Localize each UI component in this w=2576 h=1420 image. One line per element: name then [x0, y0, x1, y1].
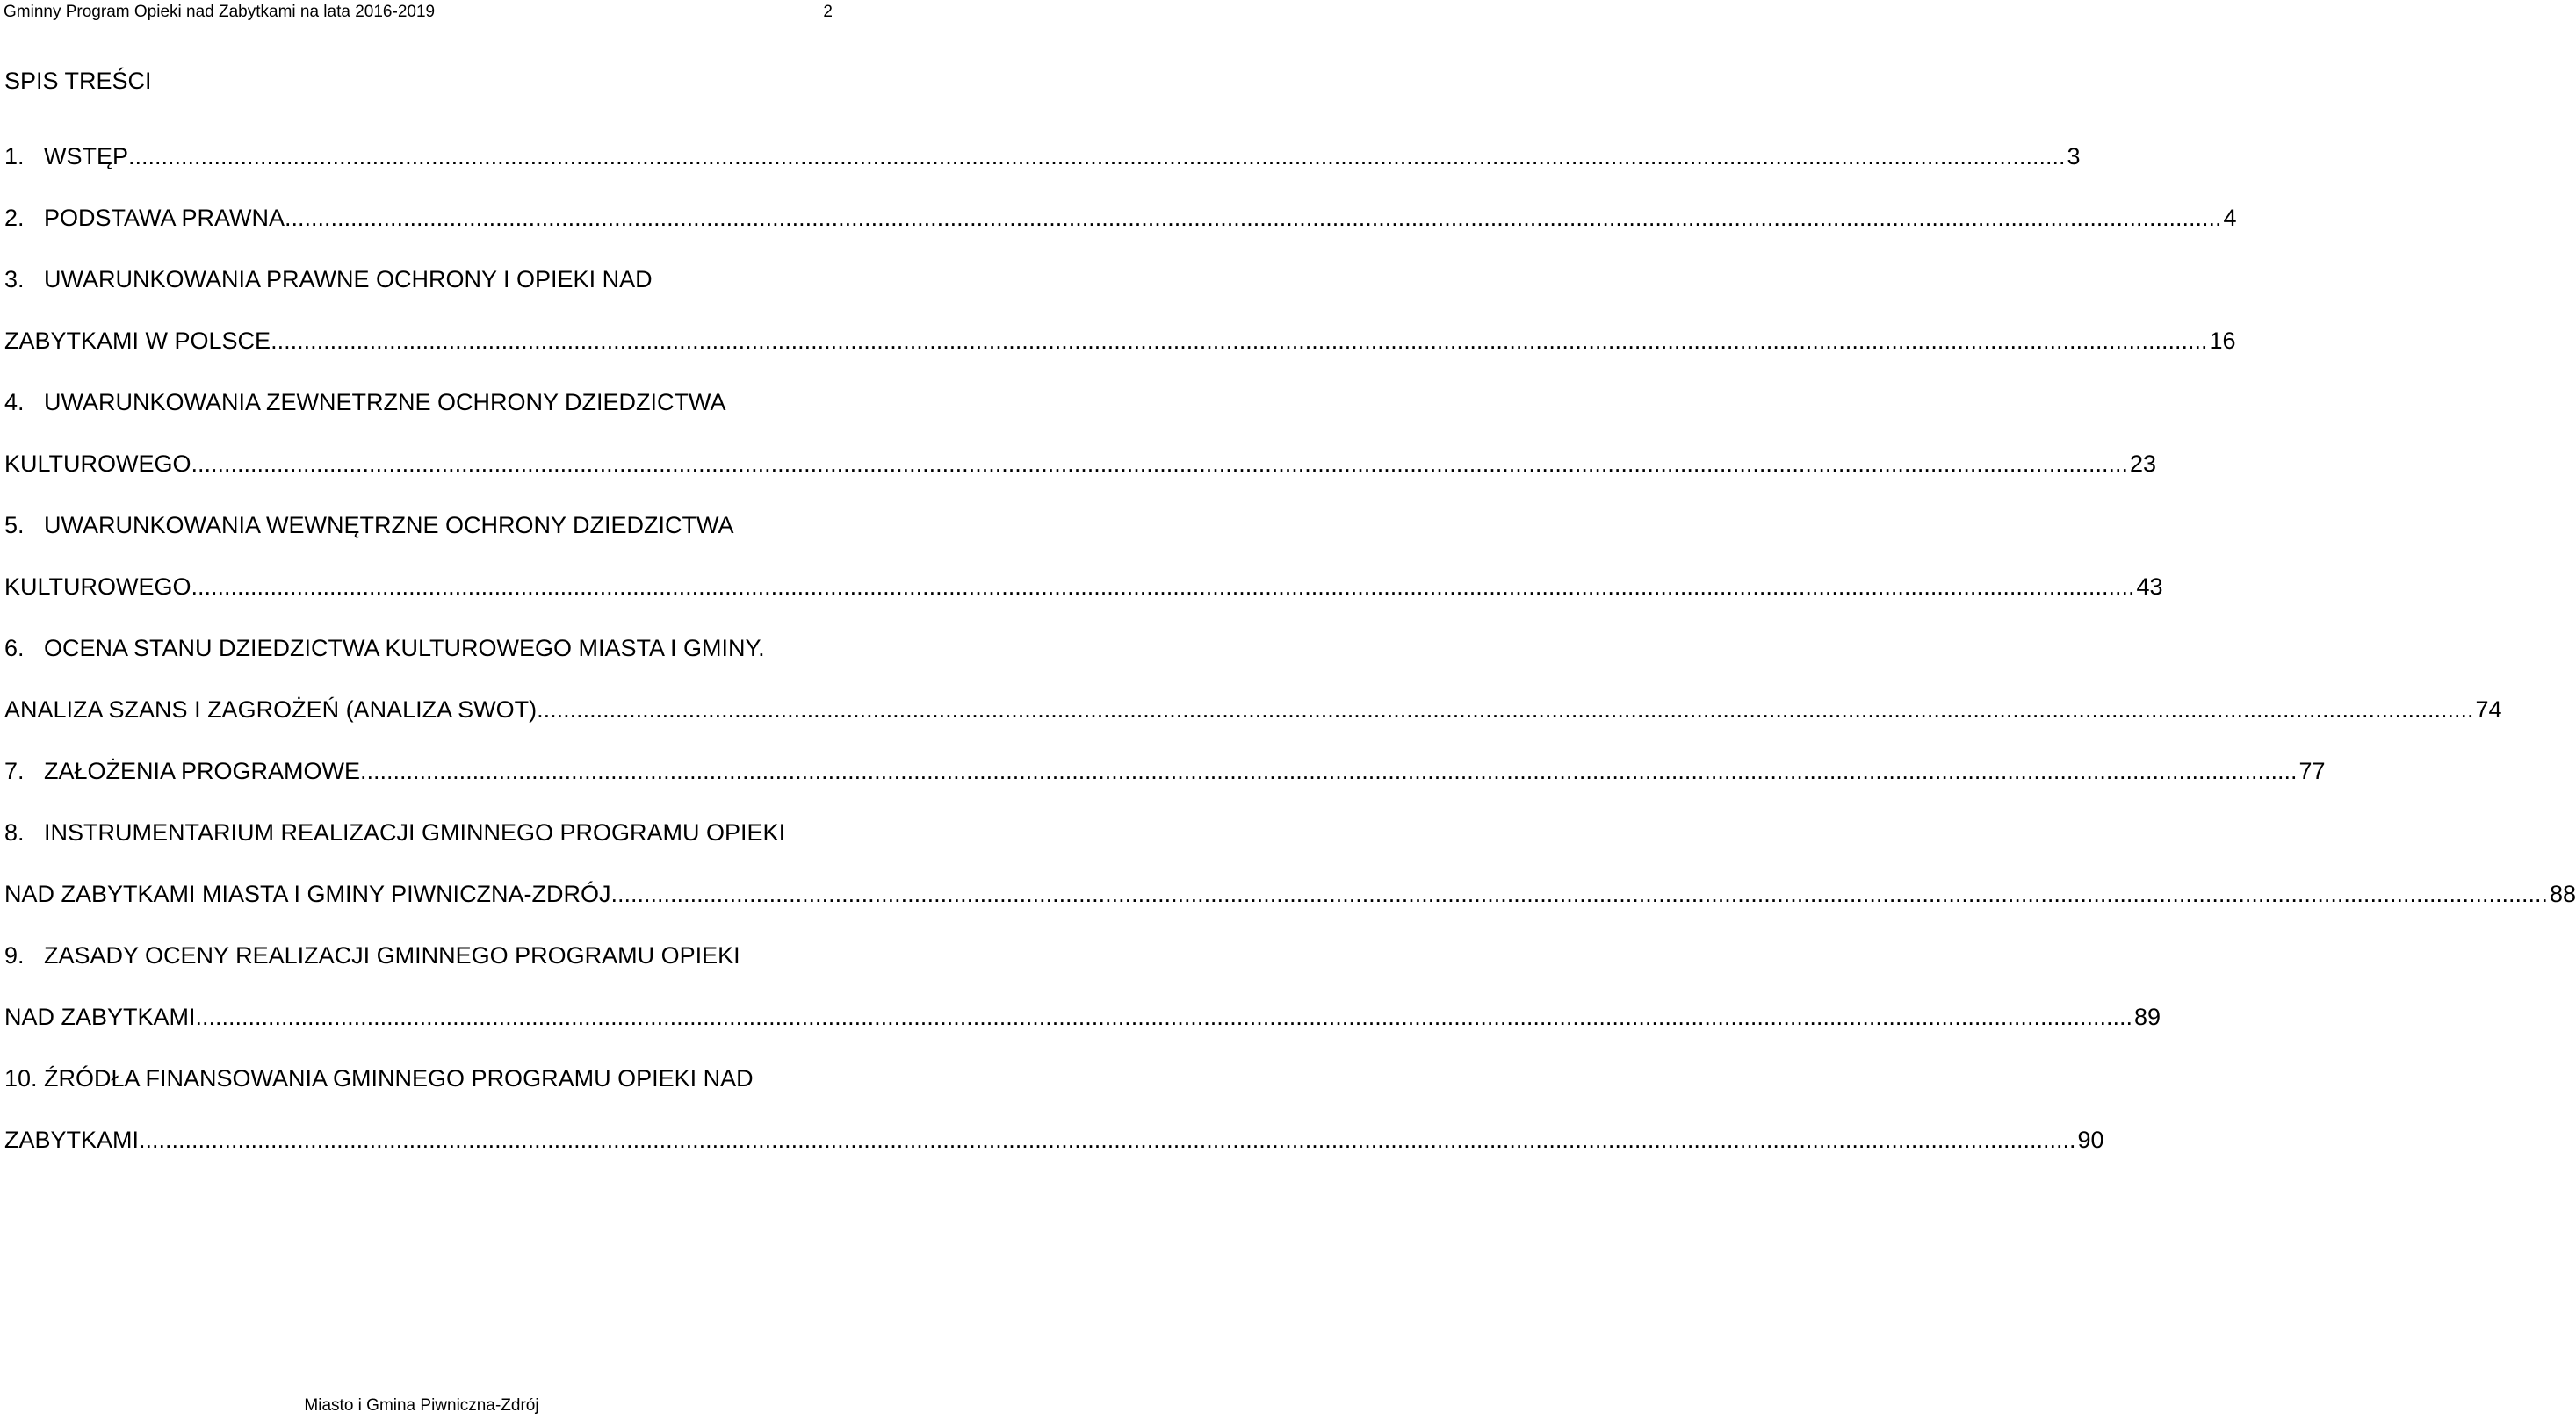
toc-entry-page: 89	[2133, 1004, 2161, 1030]
toc-dot-leader	[537, 679, 2473, 740]
toc-heading: SPIS TREŚCI	[4, 68, 152, 94]
toc-entry[interactable]	[4, 126, 2081, 187]
toc-entry[interactable]	[4, 494, 2163, 617]
toc-dot-leader	[271, 310, 2207, 371]
toc-entry-line	[4, 863, 2576, 925]
toc-entry-title: ZABYTKAMI W POLSCE	[4, 328, 271, 354]
toc-entry-page: 74	[2475, 696, 2502, 723]
toc-entry-line	[4, 802, 839, 863]
toc-entry-line	[4, 371, 839, 433]
toc-dot-leader	[139, 1109, 2075, 1171]
toc-entry-number: 10.	[4, 1065, 38, 1092]
toc-entry-title: ZAŁOŻENIA PROGRAMOWE	[44, 758, 361, 784]
toc-entry-page: 3	[2067, 143, 2081, 169]
toc-entry[interactable]	[4, 249, 2236, 371]
toc-entry-number: 3.	[4, 266, 25, 292]
running-header	[4, 2, 836, 25]
toc-entry-line	[4, 679, 2502, 740]
toc-entry-line	[4, 494, 839, 556]
toc-entry-page: 88	[2549, 881, 2576, 907]
toc-entry-line	[4, 740, 2326, 802]
toc-entry-line	[4, 1048, 839, 1109]
header-title: Gminny Program Opieki nad Zabytkami na lata 2016-2019	[4, 3, 436, 21]
toc-entry-line	[4, 556, 2163, 617]
toc-entry-title: ZABYTKAMI	[4, 1127, 140, 1153]
toc-entry[interactable]	[4, 802, 2576, 925]
toc-entry-number: 5.	[4, 512, 25, 538]
toc-entry-title: WSTĘP	[44, 143, 129, 169]
toc-entry-page: 90	[2077, 1127, 2104, 1153]
toc-entry-line	[4, 1109, 2104, 1171]
toc-entry-title: NAD ZABYTKAMI	[4, 1004, 196, 1030]
toc-entry-number: 9.	[4, 942, 25, 969]
toc-entry-title: NAD ZABYTKAMI MIASTA I GMINY PIWNICZNA-ZDRÓJ	[4, 881, 611, 907]
toc-entry-line	[4, 617, 839, 679]
toc-dot-leader	[611, 863, 2548, 925]
toc-entry-number: 6.	[4, 635, 25, 661]
toc-entry-number: 4.	[4, 389, 25, 415]
toc-dot-leader	[198, 556, 2134, 617]
toc-dot-leader	[285, 187, 2221, 249]
toc-entry-page: 43	[2136, 573, 2163, 600]
header-page-number: 2	[823, 3, 833, 21]
toc-entry-title: UWARUNKOWANIA WEWNĘTRZNE OCHRONY DZIEDZICTWA	[44, 512, 734, 538]
toc-entry-title: UWARUNKOWANIA ZEWNETRZNE OCHRONY DZIEDZICTWA	[44, 389, 726, 415]
toc-entry[interactable]	[4, 1048, 2104, 1171]
toc-entry-line	[4, 986, 2161, 1048]
toc-entry-page: 77	[2298, 758, 2326, 784]
toc-dot-leader	[360, 740, 2297, 802]
toc-entry-line	[4, 310, 2236, 371]
toc-entry-title: INSTRUMENTARIUM REALIZACJI GMINNEGO PROGRAMU OPIEKI	[44, 819, 786, 846]
toc-entry-number: 7.	[4, 758, 25, 784]
toc-entry-title: PODSTAWA PRAWNA	[44, 205, 285, 231]
page-footer: Miasto i Gmina Piwniczna-Zdrój	[304, 1396, 539, 1415]
toc-entry-line	[4, 433, 2156, 494]
toc-entry-page: 16	[2209, 328, 2236, 354]
toc-entry-number: 2.	[4, 205, 25, 231]
toc-entry[interactable]	[4, 617, 2502, 740]
toc-dot-leader	[191, 433, 2128, 494]
toc-entry-line	[4, 187, 2237, 249]
toc-entry-title: KULTUROWEGO.	[4, 573, 198, 600]
toc-entry-line	[4, 925, 839, 986]
toc-entry-line	[4, 126, 2081, 187]
toc-entry-title: ZASADY OCENY REALIZACJI GMINNEGO PROGRAMU OPIEKI	[44, 942, 740, 969]
toc-entry[interactable]	[4, 187, 2237, 249]
toc-entry-number: 1.	[4, 143, 25, 169]
toc-entry-title: UWARUNKOWANIA PRAWNE OCHRONY I OPIEKI NAD	[44, 266, 653, 292]
toc-dot-leader	[128, 126, 2065, 187]
toc-dot-leader	[196, 986, 2132, 1048]
toc-entry[interactable]	[4, 925, 2161, 1048]
toc-entry-number: 8.	[4, 819, 25, 846]
toc-entry[interactable]	[4, 371, 2156, 494]
toc-entry-title: ANALIZA SZANS I ZAGROŻEŃ (ANALIZA SWOT)	[4, 696, 538, 723]
toc-entry-title: ŹRÓDŁA FINANSOWANIA GMINNEGO PROGRAMU OPIEKI NAD	[44, 1065, 754, 1092]
toc-entry-title: KULTUROWEGO	[4, 451, 191, 477]
toc-entry-page: 23	[2129, 451, 2156, 477]
toc-entry[interactable]	[4, 740, 2326, 802]
toc-entry-page: 4	[2223, 205, 2237, 231]
table-of-contents	[4, 126, 2576, 1171]
toc-entry-line	[4, 249, 839, 310]
toc-entry-title: OCENA STANU DZIEDZICTWA KULTUROWEGO MIASTA I GMINY.	[44, 635, 765, 661]
